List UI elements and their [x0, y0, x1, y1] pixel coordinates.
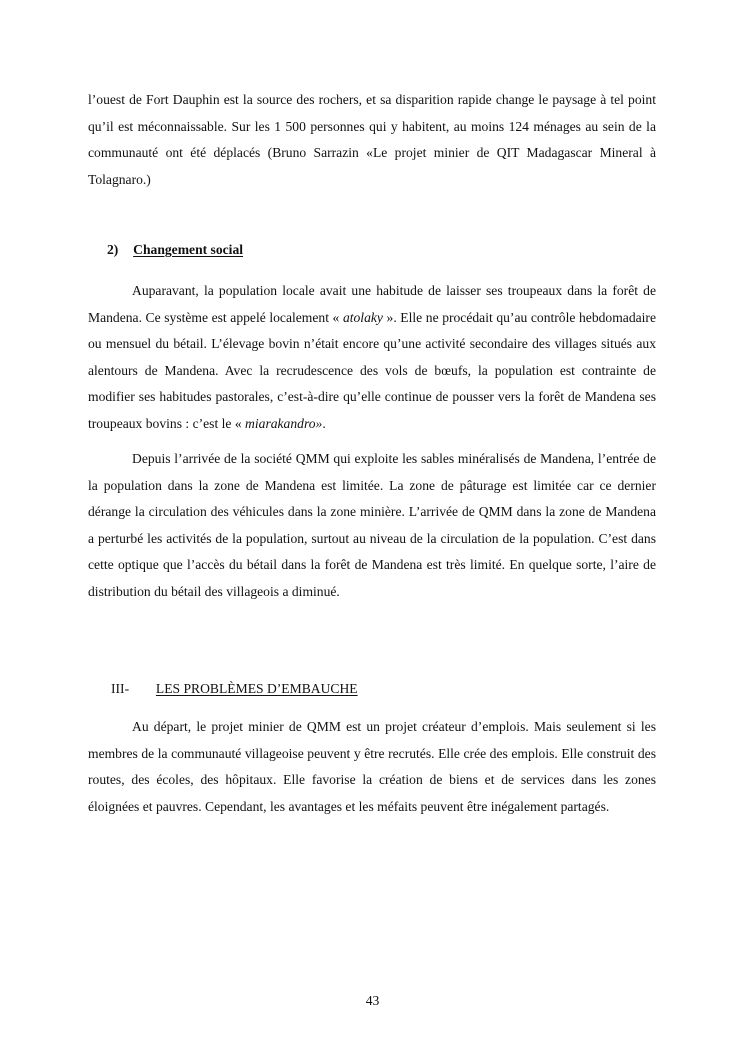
paragraph-text: Auparavant, la population locale avait une habitude de laisser ses troupeaux dans la forêt de Mandena. Ce système est appelé localement « — [88, 283, 656, 325]
section-title: Changement social — [133, 242, 244, 257]
term-miarakandro: miarakandro» — [245, 415, 323, 431]
section-title: LES PROBLÈMES D’EMBAUCHE — [155, 681, 358, 696]
social-paragraph-2: Depuis l’arrivée de la société QMM qui exploite les sables minéralisés de Mandena, l’entrée de la population dans la zone de Mandena est limitée. La zone de pâturage est limitée car ce dernier dérange la circulation des véhicules dans la zone minière. L’arrivée de QMM dans la zone de Mandena a perturbé les activités de la population, surtout au niveau de la circulation de la population. C’est dans cette optique que l’accès du bétail dans la forêt de Mandena est très limité. En quelque sorte, l’aire de distribution du bétail des villageois a diminué. — [88, 451, 656, 599]
paragraph-text: . — [322, 415, 326, 431]
term-atolaky: atolaky — [342, 309, 383, 325]
section-number: III- — [111, 681, 130, 696]
section-number: 2) — [107, 242, 119, 257]
page-number: 43 — [365, 993, 380, 1008]
section-heading-embauche — [111, 679, 358, 699]
social-paragraph-1 — [88, 278, 656, 437]
embauche-paragraph: Au départ, le projet minier de QMM est un projet créateur d’emplois. Mais seulement si les membres de la communauté villageoise peuvent y être recrutés. Elle crée des emplois. Elle construit des routes, des écoles, des hôpitaux. Elle favorise la création de biens et de services dans les zones éloignées et pauvres. Cependant, les avantages et les méfaits peuvent être inégalement partagés. — [88, 719, 656, 814]
paragraph-text: ». Elle ne procédait qu’au contrôle hebdomadaire ou mensuel du bétail. L’élevage bovin n’était encore qu’une activité secondaire des villages situés aux alentours de Mandena. Avec la recrudescence des vols de bœufs, la population est contrainte de modifier ses habitudes pastorales, c’est-à-dire qu’elle continue de pousser vers la forêt de Mandena ses troupeaux bovins : c’est le « — [88, 309, 656, 431]
continuation-paragraph: l’ouest de Fort Dauphin est la source des rochers, et sa disparition rapide change le paysage à tel point qu’il est méconnaissable. Sur les 1 500 personnes qui y habitent, au moins 124 ménages au sein de la communauté ont été déplacés (Bruno Sarrazin «Le projet minier de QIT Madagascar Mineral à Tolagnaro.) — [88, 92, 656, 187]
section-heading-social — [107, 240, 243, 260]
